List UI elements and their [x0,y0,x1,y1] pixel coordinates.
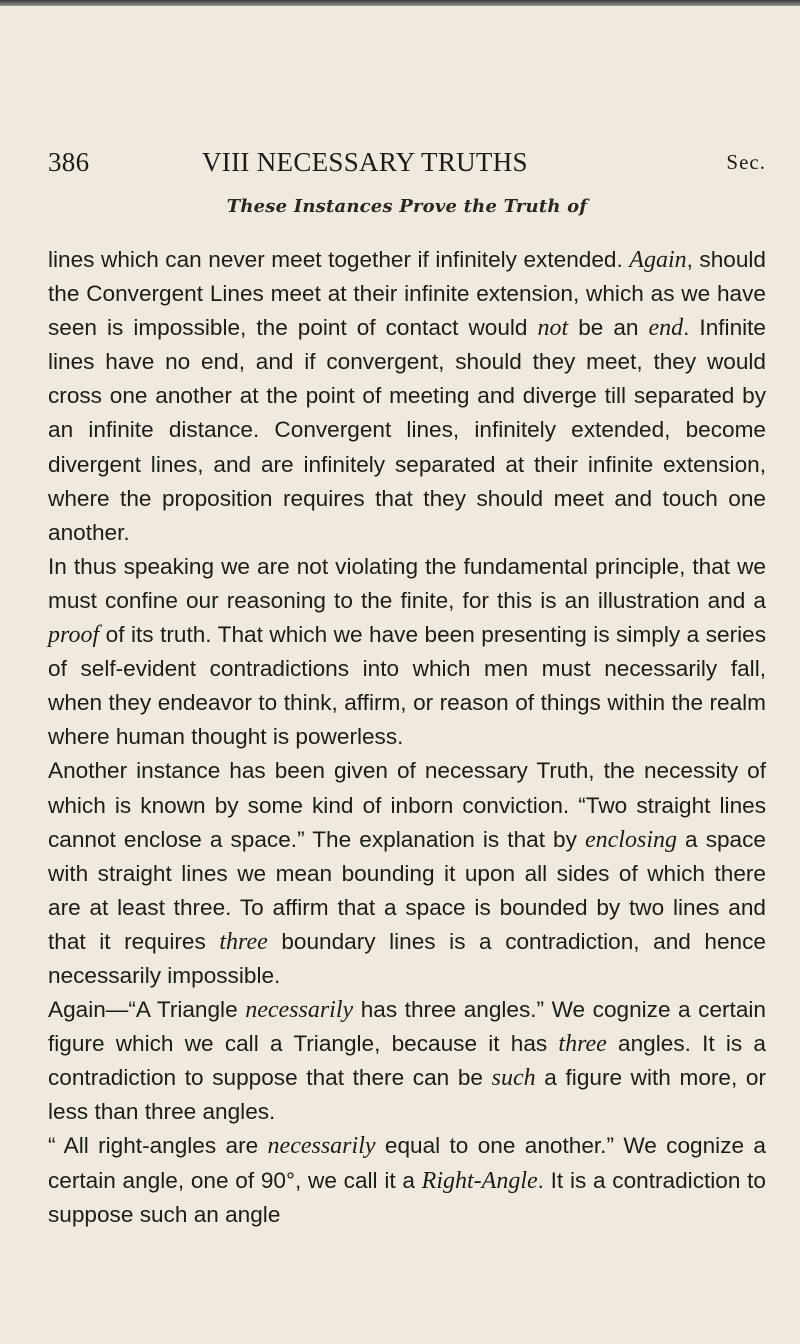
italic-text: enclosing [585,826,677,853]
text-run: boundary lines is a contradiction, and hence necessarily impossible. [48,928,766,988]
italic-text: end [648,315,684,342]
page-top-edge [0,0,800,6]
text-run: . Infinite lines have no end, and if convergent, should they meet, they would cross one another at the point of meeting and diverge till separated by an infinite distance. Convergent lines, infinitely extended, become divergent lines, and are infinitely separated at their infinite extension, where the proposition requires that they should meet and touch one another. [48,315,766,545]
text-run: lines which can never meet together if infinitely extended. [48,247,630,272]
body-text [48,243,766,1232]
text-run: has three angles.” We cognize a certain figure which we call a Triangle, because it has [48,997,766,1057]
text-run: angles. It is a contradiction to suppose that there can be [48,1031,766,1091]
text-run: , should the Convergent Lines meet at their infinite extension, which as we have seen is impossible, the point of contact would [48,247,766,341]
text-run: of its truth. That which we have been presenting is simply a series of self-evident contradictions into which men must necessarily fall, when they endeavor to think, affirm, or reason of things within the realm where human thought is powerless. [48,622,766,750]
text-run: In thus speaking we are not violating the fundamental principle, that we must confine our reasoning to the finite, for this is an illustration and a [48,553,766,613]
shoulder-title: These Instances Prove the Truth of [226,196,588,217]
italic-text: necessarily [245,997,354,1024]
paragraph-p5 [48,1129,766,1231]
text-run: equal to one another.” We cognize a certain angle, one of 90°, we call it a [48,1133,766,1193]
italic-text: not [537,315,569,342]
paragraph-p4 [48,993,766,1129]
text-run: a figure with more, or less than three angles. [48,1065,766,1125]
italic-text: three [219,928,268,955]
italic-text: such [491,1065,536,1092]
italic-text: Right-Angle [421,1167,538,1194]
italic-text: proof [48,622,100,649]
text-run: Again—“A Triangle [48,997,246,1023]
text-run: . It is a contradiction to suppose such an angle [48,1167,766,1227]
running-head [48,147,766,187]
text-run: “ All right-angles are [48,1133,268,1159]
text-run: a space with straight lines we mean bounding it upon all sides of which there are at least three. To affirm that a space is bounded by two lines and that it requires [48,826,766,954]
text-run: be an [568,315,649,341]
paragraph-p2 [48,550,766,755]
italic-text: three [558,1031,607,1058]
italic-text: Again [629,247,687,273]
text-run: Another instance has been given of necessary Truth, the necessity of which is known by some kind of inborn conviction. “Two straight lines cannot enclose a space.” The explanation is that by [48,758,766,852]
chapter-title: VIII NECESSARY TRUTHS [202,147,528,177]
page-number: 386 [48,147,90,177]
paragraph-p1 [48,243,766,550]
section-label: Sec. [726,150,766,174]
italic-text: necessarily [267,1133,376,1160]
paragraph-p3 [48,754,766,993]
